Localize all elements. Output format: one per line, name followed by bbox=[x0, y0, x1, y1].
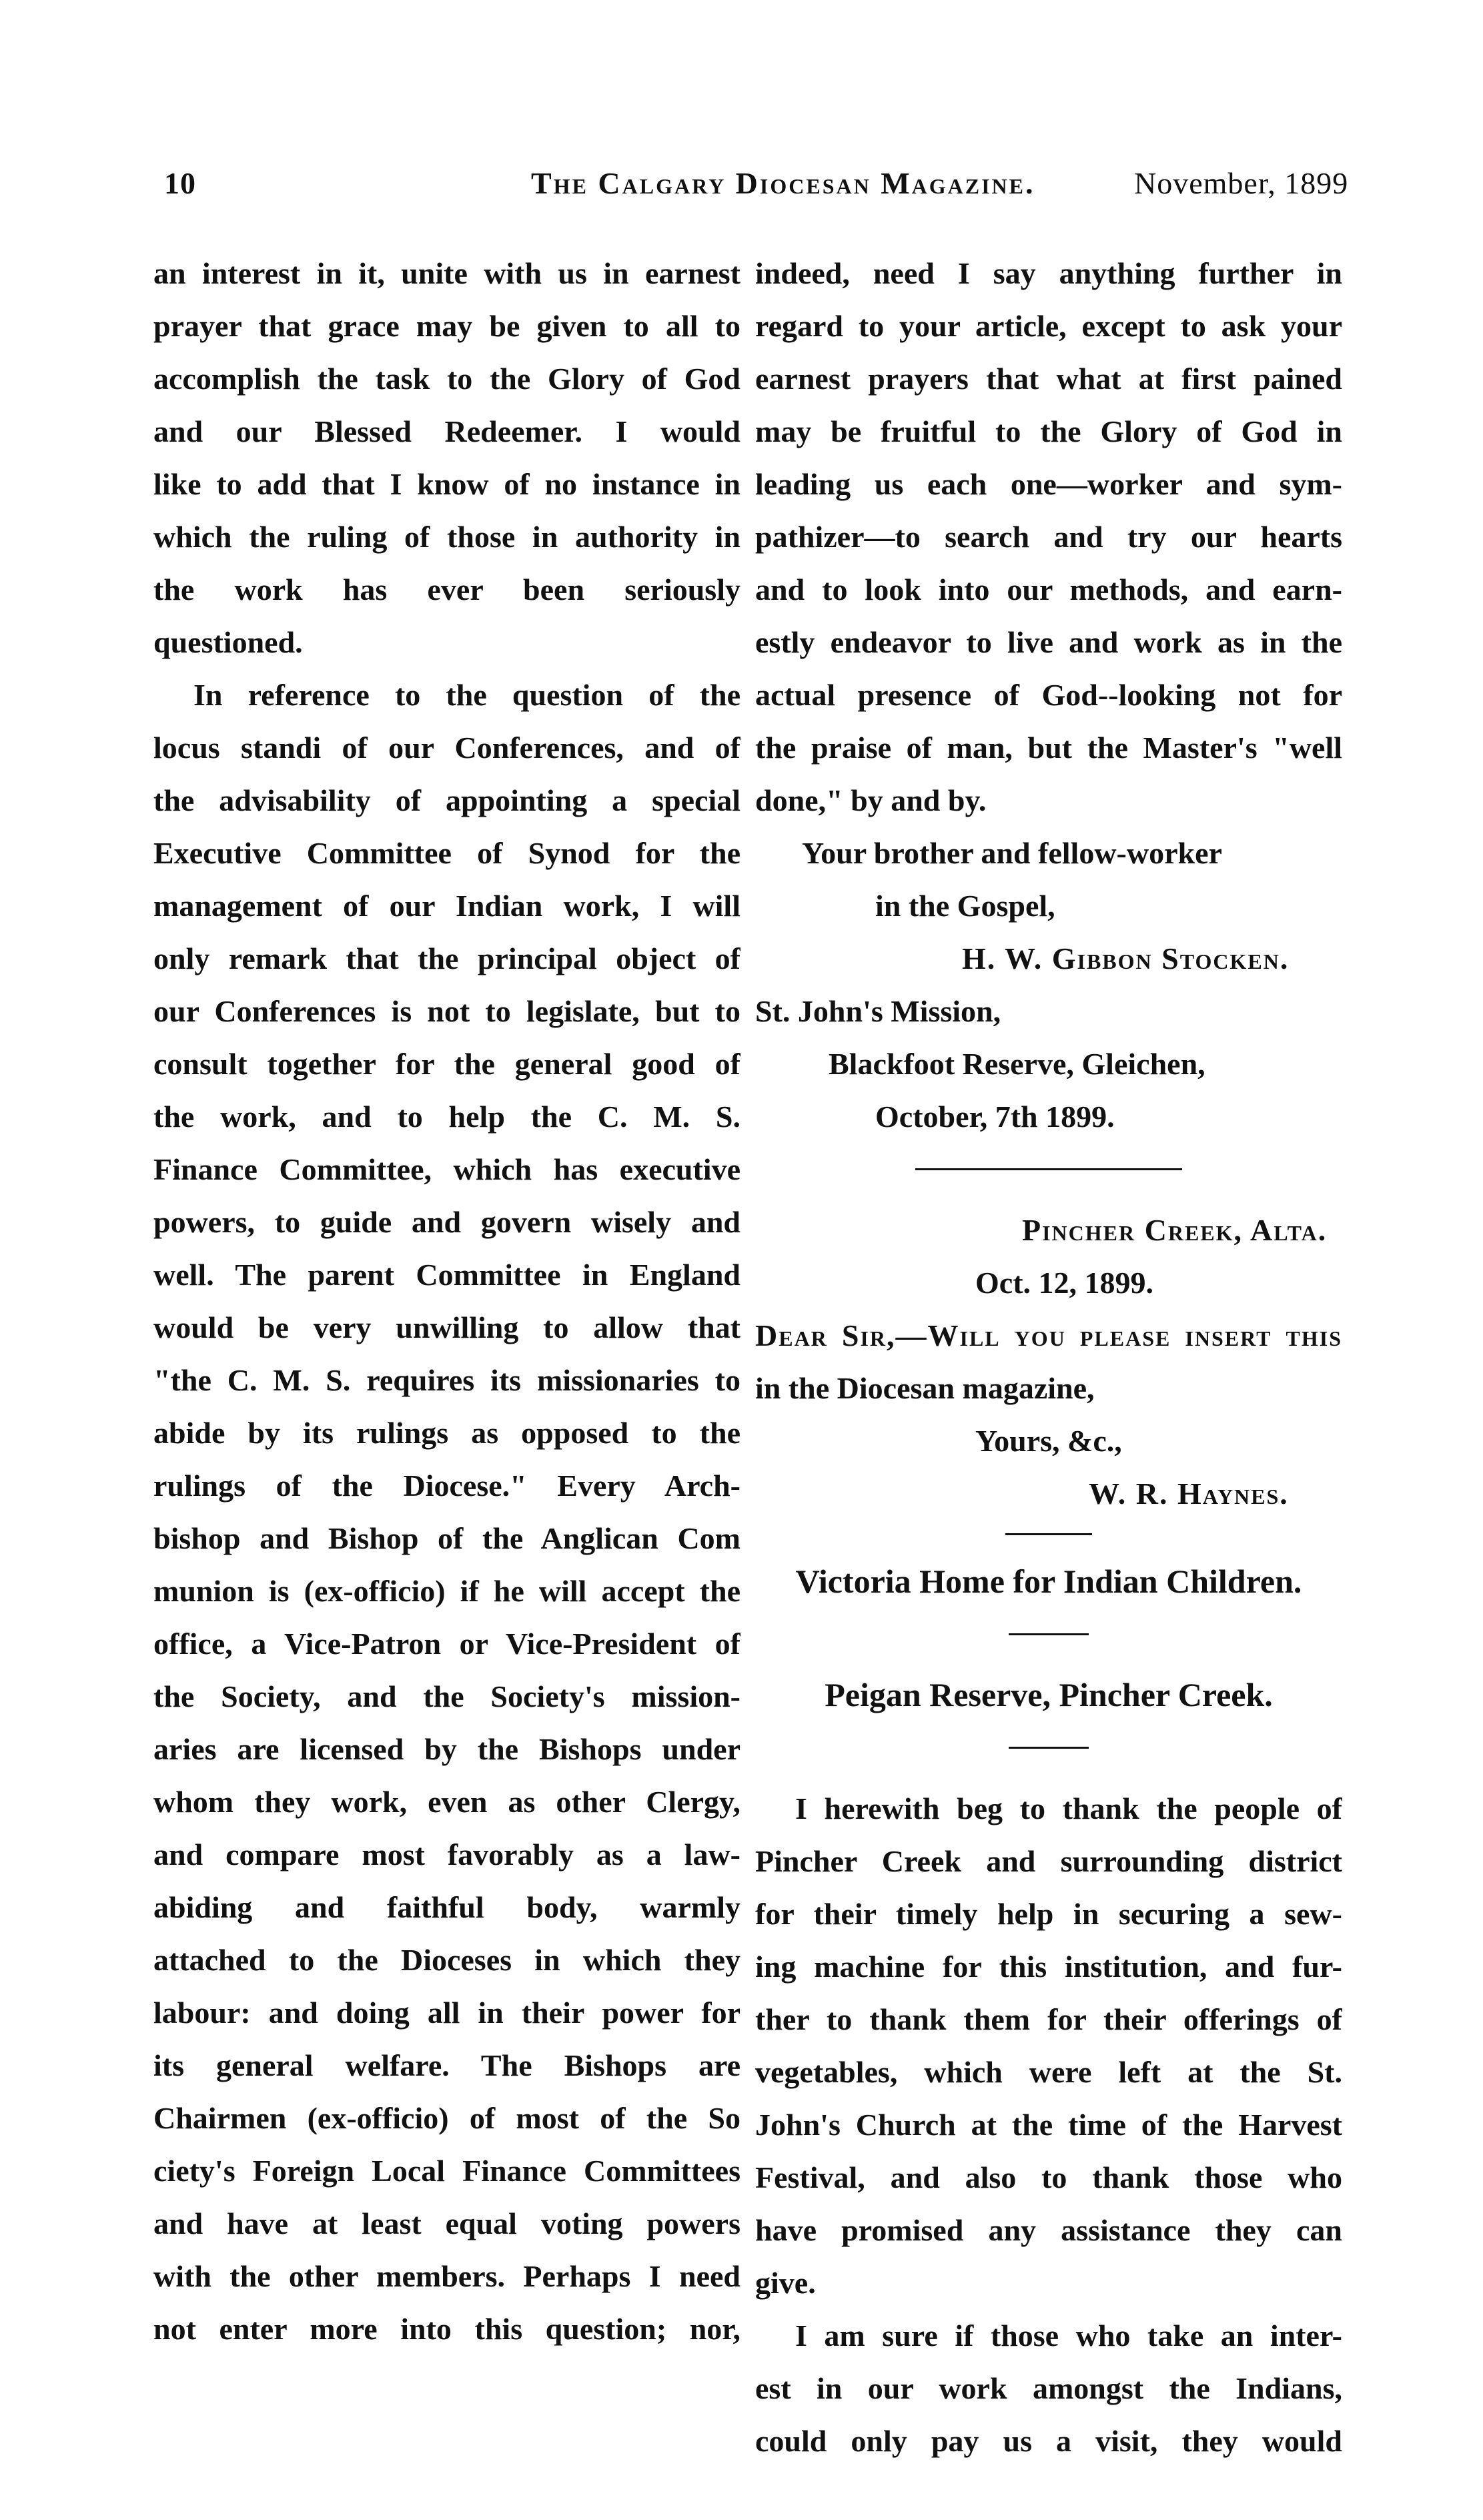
text-line: would be very unwilling to allow that bbox=[153, 1310, 740, 1344]
place-line: St. John's Mission, bbox=[755, 994, 1001, 1028]
text-line: the advisability of appointing a special bbox=[153, 783, 740, 817]
divider bbox=[1009, 1633, 1089, 1635]
text-line: with the other members. Perhaps I need bbox=[153, 2259, 740, 2293]
text-line: "the C. M. S. requires its missionaries to bbox=[153, 1363, 740, 1397]
text-line: only remark that the principal object of bbox=[153, 941, 740, 975]
text-line: and to look into our methods, and earn- bbox=[755, 572, 1342, 606]
text-line: ing machine for this institution, and fur- bbox=[755, 1950, 1342, 1984]
text-line: vegetables, which were left at the St. bbox=[755, 2055, 1342, 2089]
text-line: attached to the Dioceses in which they bbox=[153, 1943, 740, 1977]
text-line: for their timely help in securing a sew- bbox=[755, 1897, 1342, 1931]
letter-body-line: in the Diocesan magazine, bbox=[755, 1371, 1095, 1405]
divider bbox=[915, 1168, 1182, 1170]
text-line: prayer that grace may be given to all to bbox=[153, 309, 740, 343]
text-line: earnest prayers that what at first pained bbox=[755, 362, 1342, 396]
text-line: consult together for the general good of bbox=[153, 1047, 740, 1081]
section-heading: Victoria Home for Indian Children. bbox=[795, 1563, 1302, 1600]
text-line: the work, and to help the C. M. S. bbox=[153, 1100, 740, 1134]
text-line: accomplish the task to the Glory of God bbox=[153, 362, 740, 396]
text-line: abide by its rulings as opposed to the bbox=[153, 1416, 740, 1450]
text-line: rulings of the Diocese." Every Arch- bbox=[153, 1468, 740, 1503]
text-line: give. bbox=[755, 2266, 816, 2300]
text-line: ciety's Foreign Local Finance Committees bbox=[153, 2154, 740, 2188]
left-column bbox=[153, 247, 740, 2355]
text-line: bishop and Bishop of the Anglican Com bbox=[153, 1521, 740, 1555]
text-line: not enter more into this question; nor, bbox=[153, 2312, 740, 2346]
right-column bbox=[755, 247, 1342, 2467]
running-header bbox=[0, 165, 1483, 219]
place-line: Blackfoot Reserve, Gleichen, bbox=[829, 1047, 1205, 1081]
text-line: the praise of man, but the Master's "well bbox=[755, 731, 1342, 765]
text-line: questioned. bbox=[153, 625, 303, 659]
paragraph bbox=[153, 669, 740, 2355]
paragraph bbox=[755, 2309, 1342, 2467]
date-line: October, 7th 1899. bbox=[875, 1100, 1115, 1134]
text-line: well. The parent Committee in England bbox=[153, 1258, 740, 1292]
text-line: powers, to guide and govern wisely and bbox=[153, 1205, 740, 1239]
text-line: ther to thank them for their offerings of bbox=[755, 2002, 1342, 2036]
closing-line: in the Gospel, bbox=[875, 889, 1055, 923]
issue-date: November, 1899 bbox=[1134, 166, 1349, 200]
letter-signature: W. R. Haynes. bbox=[1089, 1477, 1289, 1511]
text-line: aries are licensed by the Bishops under bbox=[153, 1732, 740, 1766]
text-line: whom they work, even as other Clergy, bbox=[153, 1785, 740, 1819]
divider bbox=[1005, 1533, 1092, 1535]
closing-line: Your brother and fellow-worker bbox=[802, 836, 1222, 870]
letter-date: Oct. 12, 1899. bbox=[975, 1266, 1154, 1300]
divider bbox=[1009, 1747, 1089, 1749]
text-line: which the ruling of those in authority in bbox=[153, 520, 740, 554]
text-line: Executive Committee of Synod for the bbox=[153, 836, 740, 870]
text-line: the Society, and the Society's mission- bbox=[153, 1679, 740, 1713]
text-line: like to add that I know of no instance in bbox=[153, 467, 740, 501]
letter-place: Pincher Creek, Alta. bbox=[1022, 1213, 1328, 1247]
text-line: John's Church at the time of the Harvest bbox=[755, 2108, 1342, 2142]
text-line: and our Blessed Redeemer. I would bbox=[153, 414, 740, 448]
text-line: management of our Indian work, I will bbox=[153, 889, 740, 923]
text-line: labour: and doing all in their power for bbox=[153, 1996, 740, 2030]
text-line: an interest in it, unite with us in earnest bbox=[153, 256, 740, 290]
text-line: regard to your article, except to ask your bbox=[755, 309, 1342, 343]
text-line: locus standi of our Conferences, and of bbox=[153, 731, 740, 765]
text-line: I herewith beg to thank the people of bbox=[795, 1791, 1342, 1825]
text-line: Chairmen (ex-officio) of most of the So bbox=[153, 2101, 740, 2135]
text-line: pathizer—to search and try our hearts bbox=[755, 520, 1342, 554]
text-line: Festival, and also to thank those who bbox=[755, 2160, 1342, 2194]
signature: H. W. Gibbon Stocken. bbox=[962, 941, 1290, 975]
paragraph bbox=[755, 1782, 1342, 2309]
text-line: estly endeavor to live and work as in the bbox=[755, 625, 1342, 659]
paragraph bbox=[755, 247, 1342, 827]
text-line: done," by and by. bbox=[755, 783, 987, 817]
text-line: I am sure if those who take an inter- bbox=[795, 2319, 1342, 2353]
text-line: Pincher Creek and surrounding district bbox=[755, 1844, 1342, 1878]
text-line: In reference to the question of the bbox=[193, 678, 740, 712]
text-line: indeed, need I say anything further in bbox=[755, 256, 1342, 290]
text-line: abiding and faithful body, warmly bbox=[153, 1890, 740, 1924]
text-line: its general welfare. The Bishops are bbox=[153, 2048, 740, 2082]
text-line: the work has ever been seriously bbox=[153, 572, 740, 606]
magazine-title: The Calgary Diocesan Magazine. bbox=[531, 166, 1035, 200]
letter-closing: Yours, &c., bbox=[975, 1424, 1122, 1458]
letter-signoff bbox=[755, 827, 1342, 1143]
text-line: and compare most favorably as a law- bbox=[153, 1837, 740, 1871]
section-subheading: Peigan Reserve, Pincher Creek. bbox=[825, 1676, 1273, 1713]
text-line: actual presence of God--looking not for bbox=[755, 678, 1342, 712]
text-line: est in our work amongst the Indians, bbox=[755, 2371, 1342, 2405]
letter-body-line: Dear Sir,—Will you please insert this bbox=[755, 1318, 1342, 1352]
text-line: and have at least equal voting powers bbox=[153, 2206, 740, 2240]
paragraph bbox=[153, 247, 740, 669]
text-line: office, a Vice-Patron or Vice-President of bbox=[153, 1627, 740, 1661]
text-line: our Conferences is not to legislate, but to bbox=[153, 994, 740, 1028]
text-line: could only pay us a visit, they would bbox=[755, 2424, 1342, 2458]
text-line: munion is (ex-officio) if he will accept the bbox=[153, 1574, 740, 1608]
text-line: have promised any assistance they can bbox=[755, 2213, 1342, 2247]
text-line: may be fruitful to the Glory of God in bbox=[755, 414, 1342, 448]
text-line: Finance Committee, which has executive bbox=[153, 1152, 740, 1186]
letter bbox=[755, 1204, 1342, 1520]
page-number: 10 bbox=[164, 166, 196, 200]
text-line: leading us each one—worker and sym- bbox=[755, 467, 1342, 501]
